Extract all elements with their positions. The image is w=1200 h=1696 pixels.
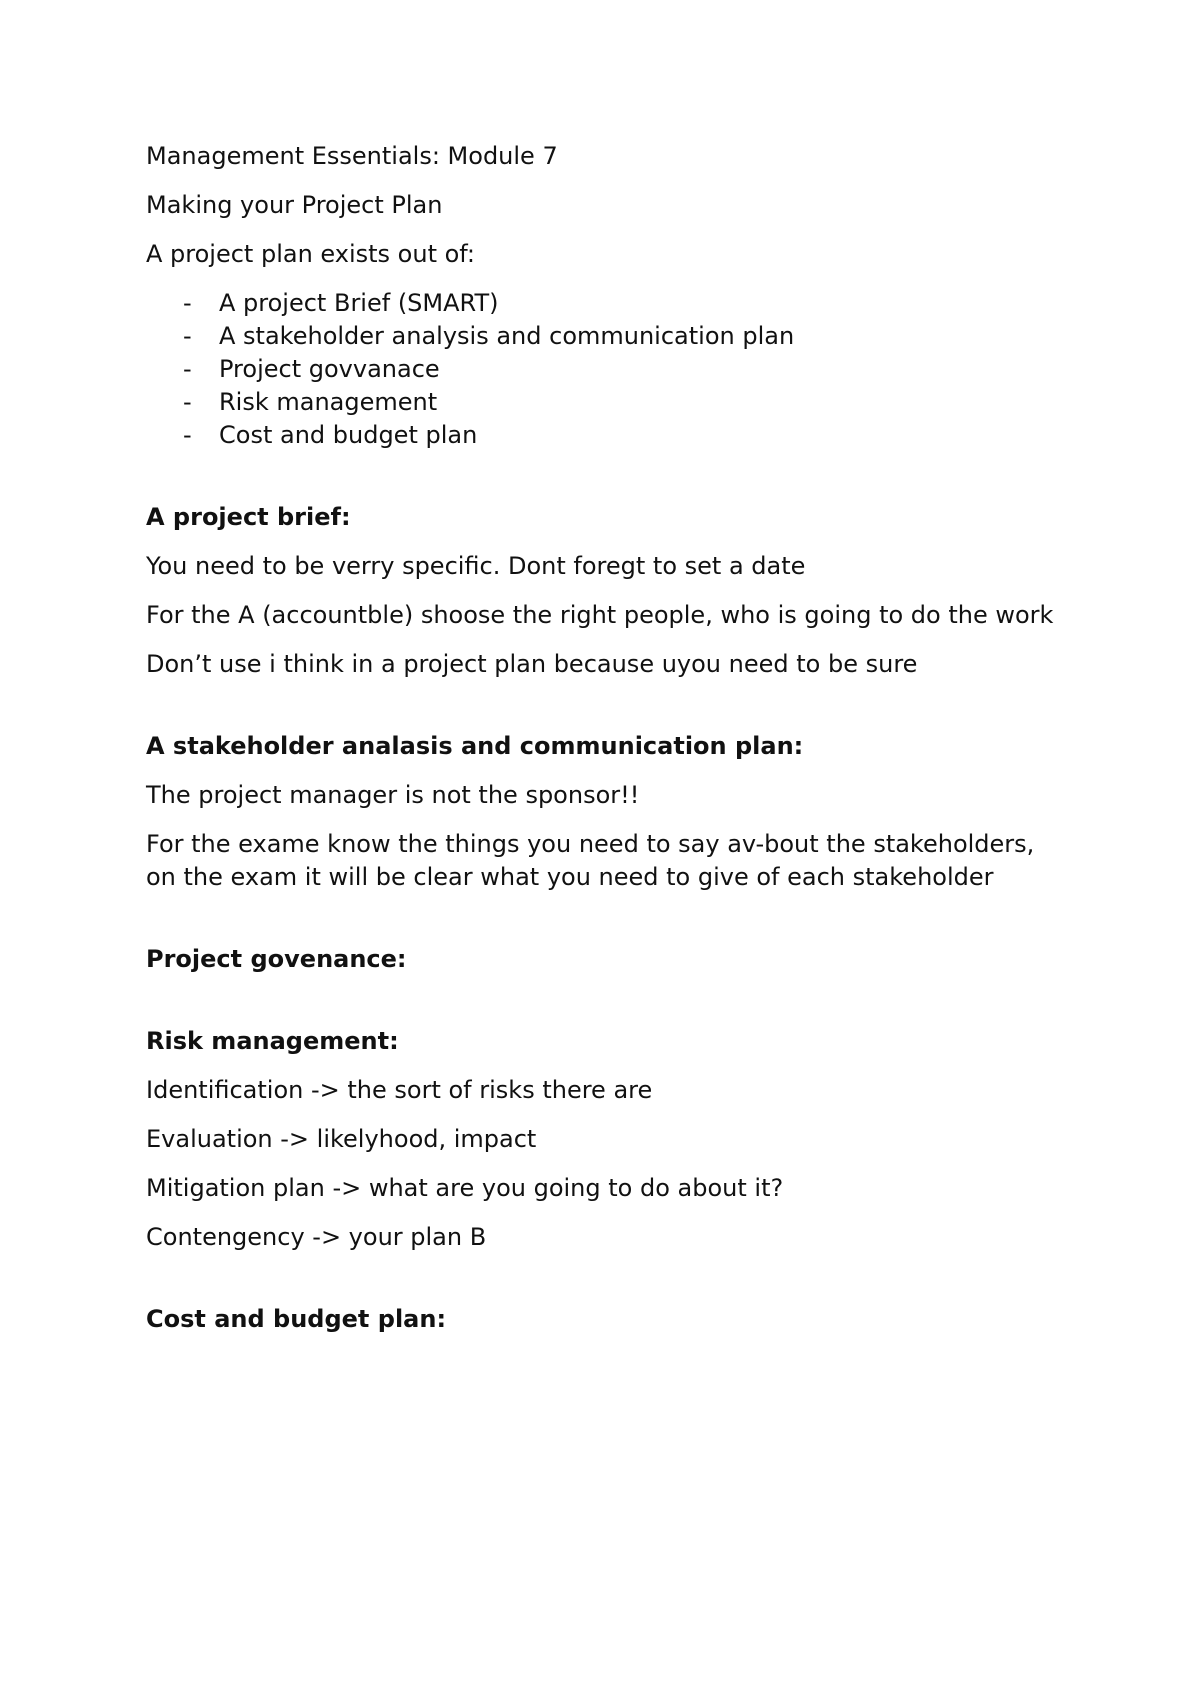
list-item: - A stakeholder analysis and communication plan (146, 320, 1066, 353)
paragraph: Mitigation plan -> what are you going to do about it? (146, 1174, 784, 1202)
paragraph: For the A (accountble) shoose the right people, who is going to do the work (146, 601, 1054, 629)
paragraph: For the exame know the things you need to say av-bout the stakeholders, on the exam it will be clear what you need to give of each stakeholder (146, 830, 1035, 891)
list-item: - Cost and budget plan (146, 419, 1066, 452)
list-item: - Project govvanace (146, 353, 1066, 386)
section-heading-cost: Cost and budget plan: (146, 1305, 447, 1333)
spacer (146, 992, 1066, 1025)
plan-items-list (146, 287, 1066, 452)
spacer (146, 468, 1066, 501)
document-title: Management Essentials: Module 7 (146, 142, 558, 170)
paragraph: The project manager is not the sponsor!! (146, 781, 640, 809)
spacer (146, 910, 1066, 943)
section-heading-stakeholder: A stakeholder analasis and communication plan: (146, 732, 804, 760)
section-heading-governance: Project govenance: (146, 945, 407, 973)
paragraph: Don’t use i think in a project plan because uyou need to be sure (146, 650, 918, 678)
list-item: - Risk management (146, 386, 1066, 419)
document-subtitle: Making your Project Plan (146, 191, 443, 219)
paragraph: Evaluation -> likelyhood, impact (146, 1125, 537, 1153)
paragraph: You need to be verry specific. Dont foregt to set a date (146, 552, 806, 580)
spacer (146, 697, 1066, 730)
list-item: - A project Brief (SMART) (146, 287, 1066, 320)
section-heading-risk: Risk management: (146, 1027, 399, 1055)
section-heading-brief: A project brief: (146, 503, 351, 531)
plan-intro: A project plan exists out of: (146, 240, 475, 268)
spacer (146, 1270, 1066, 1303)
paragraph: Contengency -> your plan B (146, 1223, 487, 1251)
paragraph: Identification -> the sort of risks there are (146, 1076, 653, 1104)
document-body (146, 140, 1066, 1352)
